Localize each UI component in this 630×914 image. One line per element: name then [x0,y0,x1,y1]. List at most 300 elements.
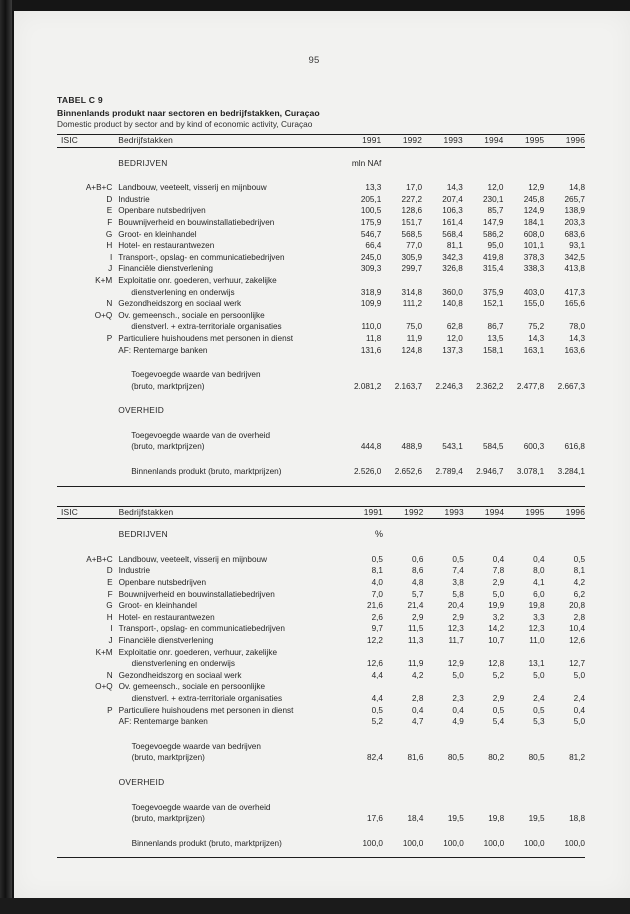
row-isic: A+B+C [85,183,113,193]
row-activity-line2: dienstverl. + extra-territoriale organisaties [131,693,283,703]
scan-edge-bottom [0,898,630,914]
cell-1993: 100,0 [443,838,464,848]
cell-1996: 2,8 [573,612,585,622]
cell-1996: 18,8 [569,814,585,824]
table-row [57,681,585,693]
cell-1992: 5,7 [411,589,424,599]
cell-1996: 342,5 [564,252,585,262]
cell-1996: 6,2 [573,589,585,599]
row-isic: N [106,670,113,680]
cell-1995: 13,1 [528,659,545,669]
summary-label-line2: (bruto, marktprijzen) [131,753,205,763]
row-activity: Landbouw, veeteelt, visserij en mijnbouw [118,554,268,564]
cell-1994: 5,2 [492,670,505,680]
cell-1991: 245,0 [360,252,382,262]
cell-1991: 8,1 [371,566,383,576]
table-row [57,345,585,357]
cell-1995: 245,8 [523,194,545,204]
cell-1993: 12,9 [447,659,464,669]
cell-1991: 66,4 [365,241,382,251]
cell-1994: 3,2 [492,612,505,622]
cell-1994: 419,8 [482,252,504,262]
cell-1995: 100,0 [524,838,545,848]
row-isic: J [108,636,113,645]
cell-1994: 5,4 [492,717,505,727]
cell-1994: 2,9 [492,693,505,703]
column-header-isic: ISIC [61,506,78,517]
cell-1991: 12,6 [367,659,383,669]
section-heading-bedrijven: BEDRIJVEN [118,529,168,540]
table-row [57,716,585,728]
cell-1995: 19,8 [528,601,545,611]
cell-1992: 11,9 [408,659,424,669]
cell-1993: 20,4 [447,601,464,611]
summary-row-va-overheid [57,802,585,814]
cell-1991: 546,7 [360,229,382,239]
cell-1995: 12,3 [528,624,545,634]
cell-1994: 19,9 [488,601,505,611]
cell-1996: 8,1 [573,566,585,576]
cell-1994: 315,4 [482,264,504,274]
table-row [57,647,585,659]
table-header-row [57,135,585,148]
cell-1993: 0,4 [452,705,464,715]
cell-1991: 7,0 [371,589,383,599]
cell-1991: 2.526,0 [354,467,382,477]
row-activity: Groot- en kleinhandel [118,601,197,611]
summary-row-bbp [57,466,585,478]
cell-1995: 5,0 [533,670,545,680]
summary-row-bbp [57,838,585,850]
cell-1993: 2.246,3 [435,381,463,391]
table-header-row [57,506,585,519]
cell-1995: 12,9 [528,183,545,193]
cell-1996: 413,8 [564,264,585,274]
summary-label-line1: Toegevoegde waarde van bedrijven [131,370,261,380]
row-activity: Exploitatie onr. goederen, verhuur, zakelijke [118,647,278,657]
cell-1993: 326,8 [442,264,463,274]
summary-label-line1: Toegevoegde waarde van de overheid [131,802,271,812]
summary-row-va-overheid-values [57,441,585,453]
cell-1995: 19,5 [528,814,545,824]
cell-1993: 207,4 [442,194,463,204]
cell-1995: 155,0 [523,299,545,309]
cell-1994: 85,7 [487,206,504,216]
row-activity: Particuliere huishoudens met personen in dienst [118,333,294,343]
cell-1995: 163,1 [523,345,545,355]
column-header-1992: 1992 [402,135,423,145]
cell-1996: 265,7 [564,194,585,204]
cell-1996: 14,3 [569,333,585,343]
spacer [57,764,585,777]
row-isic: E [107,578,113,588]
row-activity: Hotel- en restaurantwezen [118,612,215,622]
cell-1992: 2.652,6 [394,467,423,477]
cell-1994: 375,9 [482,287,504,297]
cell-1993: 140,8 [442,299,463,309]
spacer [57,789,585,802]
cell-1994: 584,5 [482,442,504,452]
cell-1991: 13,3 [365,183,382,193]
section-heading-bedrijven: BEDRIJVEN [118,157,168,168]
cell-1994: 0,5 [492,705,505,715]
cell-1995: 608,0 [523,229,545,239]
row-isic: P [106,333,113,343]
cell-1996: 20,8 [569,601,585,611]
row-isic: P [107,705,113,715]
cell-1991: 11,8 [366,333,382,343]
cell-1992: 2,8 [411,693,424,703]
spacer [57,147,585,158]
cell-1996: 2,4 [573,693,585,703]
cell-1992: 2,9 [411,612,424,622]
cell-1996: 12,6 [569,636,585,645]
cell-1994: 100,0 [483,838,505,848]
cell-1996: 81,2 [569,753,585,763]
cell-1991: 100,0 [362,838,383,848]
row-activity: Exploitatie onr. goederen, verhuur, zakelijke [118,275,277,285]
scan-edge-left [0,0,12,914]
cell-1993: 12,3 [447,624,464,634]
cell-1995: 600,3 [523,442,545,452]
row-isic: J [108,264,113,274]
page-number: 95 [308,55,320,66]
cell-1993: 3,8 [452,578,464,588]
spacer [57,392,585,405]
column-header-1996: 1996 [565,135,585,145]
cell-1994: 2.362,2 [476,381,504,391]
table-row [57,310,585,322]
cell-1992: 4,7 [411,717,424,727]
section-heading-row-overheid [57,405,585,417]
section-heading-row-bedrijven [57,529,585,541]
cell-1991: 17,6 [367,814,383,824]
summary-row-va-bedrijven-values [57,381,585,393]
row-activity: Gezondheidszorg en sociaal werk [118,670,242,680]
summary-row-va-bedrijven [57,741,585,753]
row-isic: O+Q [95,682,113,692]
cell-1993: 12,0 [446,333,463,343]
row-isic: G [105,229,113,239]
table-percent [57,506,585,856]
cell-1993: 2,3 [452,693,464,703]
cell-1995: 0,5 [533,705,545,715]
page-content [57,95,585,858]
cell-1995: 11,0 [529,636,545,645]
row-activity: Transport-, opslag- en communicatiebedrijven [118,252,285,262]
cell-1994: 5,0 [492,589,505,599]
cell-1995: 124,9 [523,206,545,216]
table-row-continued [57,693,585,705]
cell-1995: 14,3 [528,333,545,343]
cell-1993: 2.789,4 [435,467,463,477]
table-row [57,670,585,682]
section-heading-row-bedrijven [57,158,585,170]
cell-1992: 11,3 [408,636,424,645]
table-row [57,298,585,310]
cell-1993: 106,3 [442,206,463,216]
summary-label-line2: (bruto, marktprijzen) [131,442,205,452]
cell-1994: 230,1 [482,194,504,204]
cell-1991: 5,2 [371,717,383,727]
column-header-1994: 1994 [484,135,504,145]
column-header-1995: 1995 [524,135,545,145]
table-row [57,565,585,577]
scanned-page [14,11,630,898]
table-row [57,333,585,345]
summary-row-va-bedrijven-values [57,752,585,764]
cell-1991: 205,1 [360,194,382,204]
row-isic: K+M [95,275,113,285]
cell-1996: 203,3 [564,217,585,227]
column-header-1993: 1993 [444,506,464,517]
spacer [57,169,585,182]
row-isic: D [106,194,113,204]
cell-1994: 2.946,7 [476,467,504,477]
table-row [57,240,585,252]
cell-1994: 19,8 [488,814,505,824]
row-isic: F [107,217,113,227]
cell-1991: 109,9 [360,299,382,309]
column-header-1991: 1991 [362,135,382,145]
column-header-1995: 1995 [525,506,545,517]
cell-1993: 137,3 [442,345,463,355]
row-activity: Bouwnijverheid en bouwinstallatiebedrijven [118,589,275,599]
cell-1993: 568,4 [442,229,463,239]
cell-1991: 4,4 [371,693,383,703]
summary-label-line1: Toegevoegde waarde van bedrijven [131,741,261,751]
cell-1994: 10,7 [488,636,505,645]
cell-1994: 147,9 [482,217,504,227]
row-activity: AF: Rentemarge banken [118,345,208,355]
table-row [57,577,585,589]
cell-1992: 151,7 [401,217,423,227]
cell-1994: 12,0 [487,183,504,193]
row-activity: Openbare nutsbedrijven [118,578,207,588]
cell-1991: 4,4 [371,670,383,680]
cell-1992: 2.163,7 [394,381,423,391]
cell-1991: 4,0 [371,578,383,588]
cell-1991: 131,6 [360,345,382,355]
cell-1991: 100,5 [360,206,382,216]
table-title-dutch: Binnenlands produkt naar sectoren en bedrijfstakken, Curaçao [57,107,320,118]
cell-1992: 75,0 [406,322,423,332]
summary-label-line2: (bruto, marktprijzen) [131,381,205,391]
row-isic: E [106,206,113,216]
table-row [57,194,585,206]
row-activity: Transport-, opslag- en communicatiebedrijven [118,624,285,634]
cell-1993: 5,8 [452,589,464,599]
cell-1994: 7,8 [492,566,505,576]
row-isic: I [110,624,113,634]
cell-1993: 2,9 [452,612,464,622]
row-activity: Industrie [118,194,150,204]
table-row [57,252,585,264]
cell-1992: 11,9 [406,333,423,343]
cell-1992: 305,9 [401,252,423,262]
cell-1995: 4,1 [533,578,545,588]
column-header-isic: ISIC [61,135,78,145]
cell-1992: 488,9 [401,442,423,452]
cell-1993: 543,1 [442,442,463,452]
cell-1992: 227,2 [401,194,423,204]
cell-1996: 4,2 [573,578,585,588]
cell-1994: 14,2 [488,624,505,634]
cell-1996: 3.284,1 [557,467,585,477]
cell-1993: 19,5 [447,814,464,824]
column-header-activity: Bedrijfstakken [118,135,173,145]
cell-1992: 111,2 [402,299,423,309]
row-activity: AF: Rentemarge banken [118,717,208,727]
cell-1992: 4,8 [411,578,424,588]
section-heading-row-overheid [57,777,585,789]
row-isic: F [107,589,113,599]
summary-row-va-overheid [57,430,585,442]
cell-1992: 128,6 [401,206,423,216]
cell-1992: 100,0 [402,838,424,848]
cell-1993: 11,7 [448,636,464,645]
cell-1993: 81,1 [446,241,463,251]
table-bottom-rule [57,857,585,858]
cell-1993: 7,4 [452,566,464,576]
spacer [57,728,585,741]
row-activity: Openbare nutsbedrijven [118,206,206,216]
table-row [57,263,585,275]
cell-1993: 161,4 [442,217,463,227]
cell-1994: 86,7 [487,322,504,332]
cell-1993: 5,0 [452,670,464,680]
cell-1996: 10,4 [569,624,585,634]
row-activity: Particuliere huishoudens met personen in dienst [118,705,294,715]
summary-label-line1: Toegevoegde waarde van de overheid [131,430,271,440]
row-activity: Financiële dienstverlening [118,264,213,274]
cell-1991: 309,3 [360,264,382,274]
spacer [57,417,585,430]
table-bottom-rule [57,486,585,487]
cell-1991: 318,9 [360,287,382,297]
row-isic: K+M [95,647,113,657]
cell-1994: 95,0 [487,241,504,251]
table-row [57,205,585,217]
summary-label-bbp: Binnenlands produkt (bruto, marktprijzen) [131,467,282,477]
cell-1993: 14,3 [446,183,463,193]
spacer [57,825,585,838]
cell-1992: 81,6 [407,753,424,763]
cell-1991: 2.081,2 [354,381,382,391]
row-activity: Financiële dienstverlening [118,636,214,645]
cell-1991: 2,6 [371,612,383,622]
cell-1995: 80,5 [528,753,545,763]
cell-1996: 0,4 [573,705,585,715]
cell-1992: 8,6 [411,566,424,576]
cell-1992: 17,0 [406,183,423,193]
cell-1994: 80,2 [488,753,505,763]
cell-1995: 184,1 [523,217,545,227]
row-isic: G [106,601,113,611]
row-activity: Industrie [118,566,151,576]
table-row [57,275,585,287]
row-activity-line2: dienstverlening en onderwijs [131,287,235,297]
cell-1995: 378,3 [523,252,545,262]
cell-1994: 158,1 [482,345,504,355]
cell-1996: 12,7 [569,659,585,669]
spacer [57,478,585,484]
cell-1992: 568,5 [401,229,423,239]
row-activity-line2: dienstverl. + extra-territoriale organisaties [131,322,282,332]
cell-1995: 6,0 [533,589,545,599]
cell-1996: 5,0 [573,670,585,680]
cell-1992: 18,4 [407,814,424,824]
table-row-continued [57,658,585,670]
cell-1996: 616,8 [564,442,585,452]
row-isic: I [109,252,113,262]
cell-1996: 78,0 [569,322,585,332]
table-row [57,635,585,647]
summary-row-va-overheid-values [57,813,585,825]
cell-1996: 14,8 [569,183,585,193]
cell-1991: 12,2 [367,636,383,645]
cell-1993: 360,0 [442,287,463,297]
spacer [57,356,585,369]
cell-1993: 80,5 [447,753,464,763]
table-label: TABEL C 9 [57,95,103,105]
table-row-continued [57,287,585,299]
row-isic: N [106,299,113,309]
row-isic: D [106,566,113,576]
cell-1991: 9,7 [371,624,383,634]
cell-1996: 163,6 [564,345,585,355]
cell-1995: 0,4 [533,554,545,564]
cell-1992: 77,0 [406,241,423,251]
table-row [57,705,585,717]
cell-1994: 2,9 [492,578,505,588]
cell-1995: 5,3 [533,717,545,727]
cell-1994: 152,1 [482,299,504,309]
cell-1995: 101,1 [523,241,545,251]
spacer [57,541,585,554]
cell-1992: 0,4 [411,705,424,715]
row-isic: O+Q [94,310,113,320]
table-row [57,589,585,601]
cell-1992: 21,4 [407,601,424,611]
row-activity: Ov. gemeensch., sociale en persoonlijke [118,310,265,320]
scan-edge-top [0,0,630,11]
cell-1995: 8,0 [533,566,545,576]
column-header-1994: 1994 [484,506,505,517]
cell-1992: 11,5 [408,624,424,634]
cell-1993: 62,8 [446,322,463,332]
cell-1991: 444,8 [360,442,382,452]
cell-1993: 342,3 [442,252,463,262]
cell-1995: 338,3 [523,264,545,274]
row-activity-line2: dienstverlening en onderwijs [131,659,235,669]
cell-1992: 4,2 [411,670,424,680]
cell-1996: 2.667,3 [557,381,585,391]
cell-1994: 586,2 [482,229,504,239]
row-activity: Groot- en kleinhandel [118,229,197,239]
unit-label-percent: % [374,529,383,540]
table-row [57,229,585,241]
row-activity: Bouwnijverheid en bouwinstallatiebedrijven [118,217,275,227]
cell-1995: 75,2 [528,322,545,332]
cell-1993: 0,5 [452,554,464,564]
cell-1996: 100,0 [564,838,585,848]
summary-row-va-bedrijven [57,369,585,381]
cell-1995: 2.477,8 [516,381,545,391]
row-isic: A+B+C [86,554,113,564]
cell-1992: 124,8 [401,345,423,355]
table-row [57,600,585,612]
